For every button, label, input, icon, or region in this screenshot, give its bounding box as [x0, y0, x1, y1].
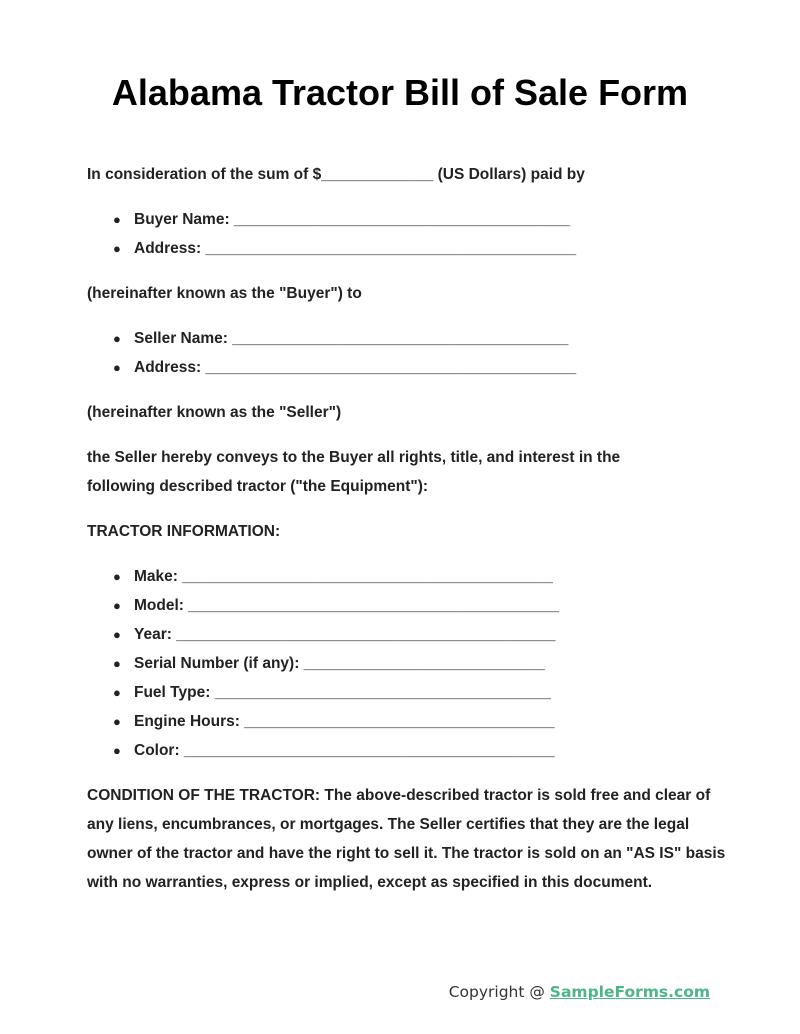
- bullet-icon: ●: [113, 743, 121, 758]
- buyer-note: (hereinafter known as the "Buyer") to: [87, 285, 362, 302]
- bullet-icon: ●: [113, 569, 121, 584]
- bullet-icon: ●: [113, 331, 121, 346]
- make-field: ● Make: ___________________________________________: [113, 562, 727, 591]
- form-body: [87, 160, 727, 897]
- bullet-icon: ●: [113, 241, 121, 256]
- tractor-heading: TRACTOR INFORMATION:: [87, 523, 281, 540]
- engine-hours-field: ● Engine Hours: ____________________________________: [113, 707, 727, 736]
- bullet-icon: ●: [113, 685, 121, 700]
- seller-name-field: ● Seller Name: _______________________________________: [113, 324, 727, 353]
- copyright-text: Copyright @: [448, 983, 550, 1001]
- brand-link[interactable]: SampleForms.com: [549, 983, 710, 1001]
- seller-note: (hereinafter known as the "Seller"): [87, 404, 342, 421]
- seller-fields-list: [87, 324, 727, 382]
- buyer-address-field: ● Address: ___________________________________________: [113, 234, 727, 263]
- model-field: ● Model: ___________________________________________: [113, 591, 727, 620]
- bullet-icon: ●: [113, 714, 121, 729]
- seller-address-field: ● Address: ___________________________________________: [113, 353, 727, 382]
- bullet-icon: ●: [113, 627, 121, 642]
- year-field: ● Year: ____________________________________________: [113, 620, 727, 649]
- footer-copyright: [449, 983, 710, 1001]
- serial-number-field: ● Serial Number (if any): ____________________________: [113, 649, 727, 678]
- buyer-fields-list: [87, 205, 727, 263]
- bullet-icon: ●: [113, 598, 121, 613]
- fuel-type-field: ● Fuel Type: _______________________________________: [113, 678, 727, 707]
- bullet-icon: ●: [113, 360, 121, 375]
- color-field: ● Color: ___________________________________________: [113, 736, 727, 765]
- conveyance-line-1: the Seller hereby conveys to the Buyer all rights, title, and interest in the: [87, 449, 621, 466]
- bullet-icon: ●: [113, 656, 121, 671]
- tractor-fields-list: [87, 562, 727, 765]
- condition-paragraph: CONDITION OF THE TRACTOR: The above-described tractor is sold free and clear of any liens, encumbrances, or mortgages. The Seller certifies that they are the legal owner of the tractor and have the right to sell it. The tractor is sold on an "AS IS" basis with no warranties, express or implied, except as specified in this document.: [87, 787, 726, 891]
- buyer-name-field: ● Buyer Name: _______________________________________: [113, 205, 727, 234]
- intro-text: In consideration of the sum of $_____________ (US Dollars) paid by: [87, 166, 585, 183]
- bullet-icon: ●: [113, 212, 121, 227]
- page-title: Alabama Tractor Bill of Sale Form: [111, 72, 689, 113]
- conveyance-line-2: following described tractor ("the Equipment"):: [87, 478, 429, 495]
